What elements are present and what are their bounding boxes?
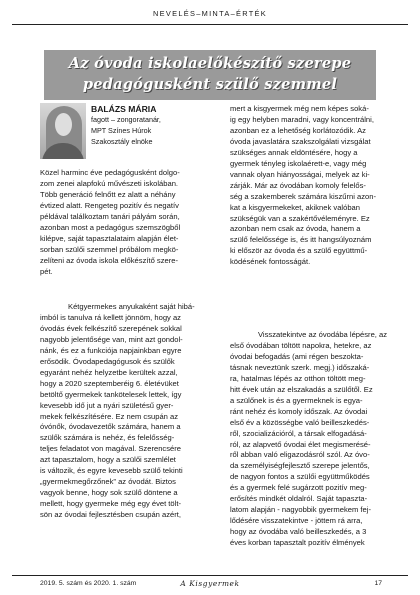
- text-line: kilépve, saját tapasztalataim alapján élet-: [40, 233, 179, 243]
- text-line: ránt nehéz és komoly időszak. Az óvodai: [230, 406, 368, 416]
- text-line: azt tapasztalom, hogy a szülői szemlélet: [40, 455, 176, 465]
- text-line: óvónők, óvodavezetők számára, hanem a: [40, 422, 181, 432]
- section-header: NEVELÉS–MINTA–ÉRTÉK: [12, 4, 408, 25]
- text-line: hogy a 2020 szeptemberéig 6. életévüket: [40, 378, 179, 388]
- text-line: egyaránt nehéz helyzetbe kerültek azzal,: [40, 367, 178, 377]
- intro-paragraph: [40, 168, 212, 278]
- text-line: kat a kisgyermekeket, akiknek valóban: [230, 202, 361, 212]
- text-line: vagyok benne, hogy sok szülő döntene a: [40, 488, 178, 498]
- left-column-paragraph: [40, 302, 212, 521]
- text-line: teljes feladatot von magával. Szerencsére: [40, 444, 181, 454]
- title-banner: [44, 50, 376, 100]
- text-line: hogy az óvodába való beilleszkedés, a 3: [230, 527, 367, 537]
- text-line: pét.: [40, 266, 53, 276]
- text-line: ködésének fontosságát.: [230, 257, 311, 267]
- text-line: éves korban tapasztalt pozitív élmények: [230, 538, 365, 548]
- right-column-paragraph-1: [230, 104, 390, 268]
- footer-rule: [12, 575, 408, 576]
- text-line: szülők számára is nehéz, és felelősség-: [40, 433, 175, 443]
- text-line: zom zenei alapfokú művészeti iskolában.: [40, 178, 179, 188]
- text-line: Visszatekintve az óvodába lépésre, az: [258, 330, 388, 339]
- text-line: a szülőnek is és a gyermeknek is egya-: [230, 395, 363, 405]
- text-line: Közel harminc éve pedagógusként dolgo-: [40, 168, 180, 177]
- text-line: szükséges annak eldöntésére, hogy a: [230, 147, 358, 157]
- text-line: mert a kisgyermek még nem képes soká-: [230, 104, 369, 113]
- magazine-name: A Kisgyermek: [180, 579, 240, 588]
- text-line: kevesebb idő jut a nyári születésű gyer-: [40, 400, 174, 410]
- title-line-1: Az óvoda iskolaelőkészítő szerepe: [68, 55, 352, 72]
- author-role-3: Szakosztály elnöke: [91, 136, 153, 146]
- text-line: da személyiségfejlesztő szerepe jelentős,: [230, 461, 370, 471]
- text-line: hitt évek után az elszakadás a szülőtől. Ez: [230, 384, 373, 394]
- text-line: szülő felelőssége is, és itt hangsúlyoznám: [230, 235, 372, 245]
- text-line: első év a közösségbe való beilleszkedés-: [230, 417, 370, 427]
- text-line: de nagyon fontos a szülői együttműködés: [230, 472, 370, 482]
- text-line: azonban nem csak az óvoda, hanem a: [230, 224, 361, 234]
- page-number: 17: [374, 580, 382, 587]
- text-line: nánk, és ez a funkciója napjainkban egyre: [40, 345, 182, 355]
- text-line: mekek felkészítésére. Ez nem csupán az: [40, 411, 179, 421]
- author-role-2: MPT Színes Húrok: [91, 125, 152, 135]
- text-line: zelíteni az óvoda iskola előkészítő szere-: [40, 255, 179, 265]
- text-line: óvodai befogadás (ami régen beszokta-: [230, 351, 364, 361]
- text-line: azonban ez a lehetőség korlátozódik. Az: [230, 125, 366, 135]
- text-line: ki először az óvoda és a szülő együttmű-: [230, 246, 368, 256]
- author-name: BALÁZS MÁRIA: [91, 104, 157, 114]
- text-line: Több generáció felnőtt ez alatt a néhány: [40, 189, 176, 199]
- text-line: első óvodában töltött napokra, hetekre, az: [230, 340, 372, 350]
- text-line: imból is tanulva rá kellett jönnöm, hogy az: [40, 312, 181, 322]
- text-line: erősítés mindkét oldalról. Saját tapaszta-: [230, 494, 368, 504]
- right-column-paragraph-2: [230, 330, 390, 549]
- text-line: ig egy helyben maradni, vagy koncentrálni,: [230, 114, 374, 124]
- text-line: mellett, hogy gyermeke még egy évet tölt-: [40, 499, 181, 509]
- text-line: példával találkoztam tanári pályám során,: [40, 211, 180, 221]
- text-line: és a gyermek felé sugárzott pozitív meg-: [230, 483, 367, 493]
- text-line: ről, szocializációról, a társak elfogadásá-: [230, 428, 367, 438]
- issue-label: 2019. 5. szám és 2020. 1. szám: [40, 580, 137, 587]
- text-line: óvodás évek felkészítő szerepének sokkal: [40, 323, 182, 333]
- text-line: vannak olyan hiányosságai, melyek az ki-: [230, 169, 370, 179]
- text-line: zárják. Már az óvodában komoly felelős-: [230, 180, 366, 190]
- text-line: ról, az alapvető óvodai élet megismerésé-: [230, 439, 371, 449]
- text-line: is változik, és egyre kevesebb szülő tekinti: [40, 466, 183, 476]
- text-line: ről abban való eligazodásról szól. Az óvo-: [230, 450, 370, 460]
- text-line: ra, hatalmas lépés az otthon töltött meg-: [230, 373, 366, 383]
- text-line: szükségük van a szakértővéleményre. Ez: [230, 213, 370, 223]
- text-line: Kétgyermekes anyukaként saját hibá-: [68, 302, 195, 311]
- author-role-1: fagott – zongoratanár,: [91, 115, 161, 124]
- text-line: betöltő gyermekek tankötelesek lettek, így: [40, 389, 182, 399]
- author-box: [91, 104, 221, 147]
- text-line: sön az óvodai fejlesztésben csupán azért,: [40, 510, 181, 520]
- text-line: gyermek tényleg iskolaérett-e, vagy még: [230, 158, 367, 168]
- text-line: nagyobb jelentősége van, mint azt gondol-: [40, 334, 183, 344]
- author-photo: [40, 103, 86, 159]
- text-line: sorban szülői szemmel próbálom megkö-: [40, 244, 179, 254]
- text-line: évtized alatt. Rengeteg pozitív és negatív: [40, 200, 179, 210]
- text-line: erősödik. Óvodapedagógusok és szülők: [40, 356, 175, 366]
- text-line: azonban most a pedagógus szemszögből: [40, 222, 181, 232]
- text-line: latom alapján - nagyobbik gyermekem fej-: [230, 505, 371, 515]
- text-line: óvoda javaslatára szakszolgálati vizsgálat: [230, 136, 371, 146]
- text-line: tásnak neveztünk szerk. megj.) időszaká-: [230, 362, 370, 372]
- title-line-2: pedagógusként szülő szemmel: [82, 76, 338, 93]
- text-line: „gyermekmegőrzőnek” az óvodát. Biztos: [40, 477, 176, 487]
- text-line: ség a szakemberek számára kiszűrni azon-: [230, 191, 377, 201]
- text-line: lődésére visszatekintve - jöttem rá arra,: [230, 516, 363, 526]
